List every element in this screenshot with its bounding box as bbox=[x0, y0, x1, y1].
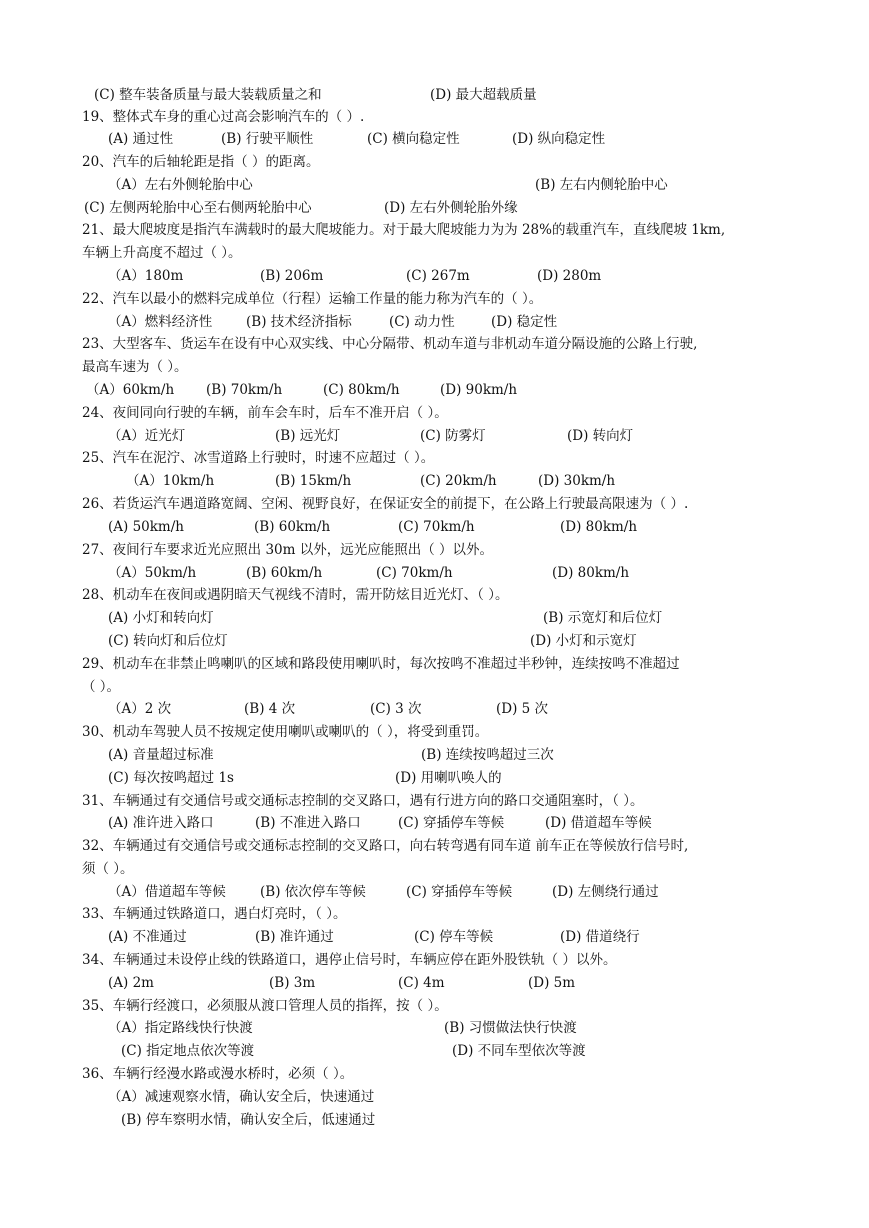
text-line: (C) 3 次 bbox=[370, 701, 422, 717]
text-line: (D) 不同车型依次等渡 bbox=[452, 1043, 586, 1059]
text-line: (A) 通过性 bbox=[108, 131, 174, 147]
text-line: (B) 习惯做法快行快渡 bbox=[444, 1020, 577, 1036]
text-line: (D) 稳定性 bbox=[491, 314, 558, 330]
text-line: （A）60km/h bbox=[86, 382, 175, 398]
text-line: (C) 每次按鸣超过 1s bbox=[108, 770, 234, 786]
text-line: (B) 准许通过 bbox=[255, 929, 334, 945]
text-line: (D) 转向灯 bbox=[567, 428, 634, 444]
text-line: 25、汽车在泥泞、冰雪道路上行驶时，时速不应超过（ ）。 bbox=[82, 450, 435, 466]
text-line: (C) 整车装备质量与最大装载质量之和 bbox=[94, 87, 322, 103]
text-line: (A) 50km/h bbox=[108, 519, 184, 535]
text-line: (B) 4 次 bbox=[244, 701, 296, 717]
text-line: 33、车辆通过铁路道口，遇白灯亮时，（ ）。 bbox=[82, 906, 347, 922]
text-line: (A) 2m bbox=[108, 975, 154, 991]
text-line: 20、汽车的后轴轮距是指（ ）的距离。 bbox=[82, 154, 320, 170]
text-line: (D) 最大超载质量 bbox=[430, 87, 537, 103]
text-line: (C) 横向稳定性 bbox=[367, 131, 460, 147]
text-line: (A) 音量超过标准 bbox=[108, 747, 214, 763]
text-line: （A）180m bbox=[108, 268, 184, 284]
text-line: (D) 借道绕行 bbox=[560, 929, 640, 945]
text-line: 28、机动车在夜间或遇阴暗天气视线不清时，需开防炫目近光灯、（ ）。 bbox=[82, 587, 509, 603]
text-line: (B) 左右内侧轮胎中心 bbox=[535, 177, 668, 193]
text-line: (A) 不准通过 bbox=[108, 929, 187, 945]
text-line: (B) 3m bbox=[269, 975, 316, 991]
text-line: （A）减速观察水情，确认安全后，快速通过 bbox=[108, 1089, 375, 1105]
text-line: (D) 借道超车等候 bbox=[545, 815, 652, 831]
text-line: 36、车辆行经漫水路或漫水桥时，必须（ ）。 bbox=[82, 1066, 354, 1082]
text-line: （A）左右外侧轮胎中心 bbox=[108, 177, 253, 193]
text-line: (B) 停车察明水情，确认安全后，低速通过 bbox=[121, 1112, 376, 1128]
text-line: （A）10km/h bbox=[126, 473, 215, 489]
text-line: （A）燃料经济性 bbox=[108, 314, 213, 330]
text-line: (B) 依次停车等候 bbox=[260, 884, 366, 900]
text-line: (B) 连续按鸣超过三次 bbox=[421, 747, 554, 763]
text-line: 31、车辆通过有交通信号或交通标志控制的交叉路口，遇有行进方向的路口交通阻塞时，（ ）。 bbox=[82, 793, 644, 809]
text-line: (C) 4m bbox=[398, 975, 445, 991]
text-line: 34、车辆通过未设停止线的铁路道口，遇停止信号时，车辆应停在距外股铁轨（ ）以外。 bbox=[82, 952, 617, 968]
text-line: 32、车辆通过有交通信号或交通标志控制的交叉路口，向右转弯遇有同车道 前车正在等候放行信号时, bbox=[82, 838, 689, 854]
text-line: (B) 行驶平顺性 bbox=[221, 131, 314, 147]
text-line: (B) 15km/h bbox=[275, 473, 352, 489]
text-line: （A）借道超车等候 bbox=[108, 884, 226, 900]
text-line: (B) 206m bbox=[260, 268, 324, 284]
text-line: 26、若货运汽车遇道路宽阔、空闲、视野良好，在保证安全的前提下，在公路上行驶最高限速为（ ）. bbox=[82, 496, 689, 512]
text-line: (B) 示宽灯和后位灯 bbox=[543, 610, 663, 626]
text-line: 22、汽车以最小的燃料完成单位（行程）运输工作量的能力称为汽车的（ ）。 bbox=[82, 291, 543, 307]
text-line: (D) 纵向稳定性 bbox=[512, 131, 606, 147]
text-line: (D) 小灯和示宽灯 bbox=[530, 633, 637, 649]
text-line: (D) 90km/h bbox=[440, 382, 518, 398]
text-line: (D) 5m bbox=[528, 975, 576, 991]
text-line: (C) 70km/h bbox=[376, 565, 453, 581]
text-line: (D) 80km/h bbox=[560, 519, 638, 535]
text-line: (C) 指定地点依次等渡 bbox=[121, 1043, 255, 1059]
text-line: (C) 动力性 bbox=[389, 314, 455, 330]
text-line: 35、车辆行经渡口，必须服从渡口管理人员的指挥，按（ ）。 bbox=[82, 998, 448, 1014]
text-line: (D) 左右外侧轮胎外缘 bbox=[384, 200, 518, 216]
text-line: (C) 20km/h bbox=[420, 473, 497, 489]
text-line: (D) 5 次 bbox=[496, 701, 549, 717]
text-line: (C) 穿插停车等候 bbox=[398, 815, 505, 831]
text-line: (D) 80km/h bbox=[552, 565, 630, 581]
text-line: (D) 30km/h bbox=[538, 473, 616, 489]
text-line: (A) 准许进入路口 bbox=[108, 815, 214, 831]
text-line: (C) 穿插停车等候 bbox=[406, 884, 513, 900]
text-line: (C) 70km/h bbox=[398, 519, 475, 535]
text-line: (B) 远光灯 bbox=[275, 428, 341, 444]
text-line: (C) 转向灯和后位灯 bbox=[108, 633, 228, 649]
text-line: (B) 70km/h bbox=[206, 382, 283, 398]
text-line: (B) 技术经济指标 bbox=[246, 314, 352, 330]
text-line: 车辆上升高度不超过（ ）。 bbox=[82, 245, 242, 261]
text-line: 27、夜间行车要求近光应照出 30m 以外，远光应能照出（ ）以外。 bbox=[82, 542, 494, 558]
text-line: (C) 左侧两轮胎中心至右侧两轮胎中心 bbox=[84, 200, 312, 216]
text-line: (B) 60km/h bbox=[254, 519, 331, 535]
text-line: 最高车速为（ ）。 bbox=[82, 359, 188, 375]
text-line: 21、最大爬坡度是指汽车满载时的最大爬坡能力。对于最大爬坡能力为为 28%的载重汽车，直线爬坡 1km, bbox=[82, 222, 726, 238]
text-line: （A）50km/h bbox=[108, 565, 197, 581]
text-line: (C) 防雾灯 bbox=[420, 428, 486, 444]
text-line: (B) 60km/h bbox=[246, 565, 323, 581]
text-line: （ ）。 bbox=[82, 679, 121, 695]
text-line: （A）近光灯 bbox=[108, 428, 186, 444]
text-line: (D) 左侧绕行通过 bbox=[552, 884, 659, 900]
text-line: (C) 267m bbox=[406, 268, 470, 284]
text-line: （A）2 次 bbox=[108, 701, 172, 717]
text-line: 19、整体式车身的重心过高会影响汽车的（ ）. bbox=[82, 109, 365, 125]
text-line: 29、机动车在非禁止鸣喇叭的区域和路段使用喇叭时，每次按鸣不准超过半秒钟，连续按鸣不准超过 bbox=[82, 656, 680, 672]
text-line: 须（ ）。 bbox=[82, 861, 134, 877]
text-line: 30、机动车驾驶人员不按规定使用喇叭或喇叭的（ ），将受到重罚。 bbox=[82, 724, 489, 740]
text-line: (D) 280m bbox=[537, 268, 602, 284]
text-line: 23、大型客车、货运车在设有中心双实线、中心分隔带、机动车道与非机动车道分隔设施的公路上行驶, bbox=[82, 336, 698, 352]
text-line: (A) 小灯和转向灯 bbox=[108, 610, 214, 626]
text-line: （A）指定路线快行快渡 bbox=[108, 1020, 253, 1036]
text-line: (D) 用喇叭唤人的 bbox=[395, 770, 502, 786]
text-line: (B) 不准进入路口 bbox=[255, 815, 361, 831]
text-line: (C) 80km/h bbox=[323, 382, 400, 398]
text-line: (C) 停车等候 bbox=[414, 929, 494, 945]
text-line: 24、夜间同向行驶的车辆，前车会车时，后车不准开启（ ）。 bbox=[82, 405, 448, 421]
